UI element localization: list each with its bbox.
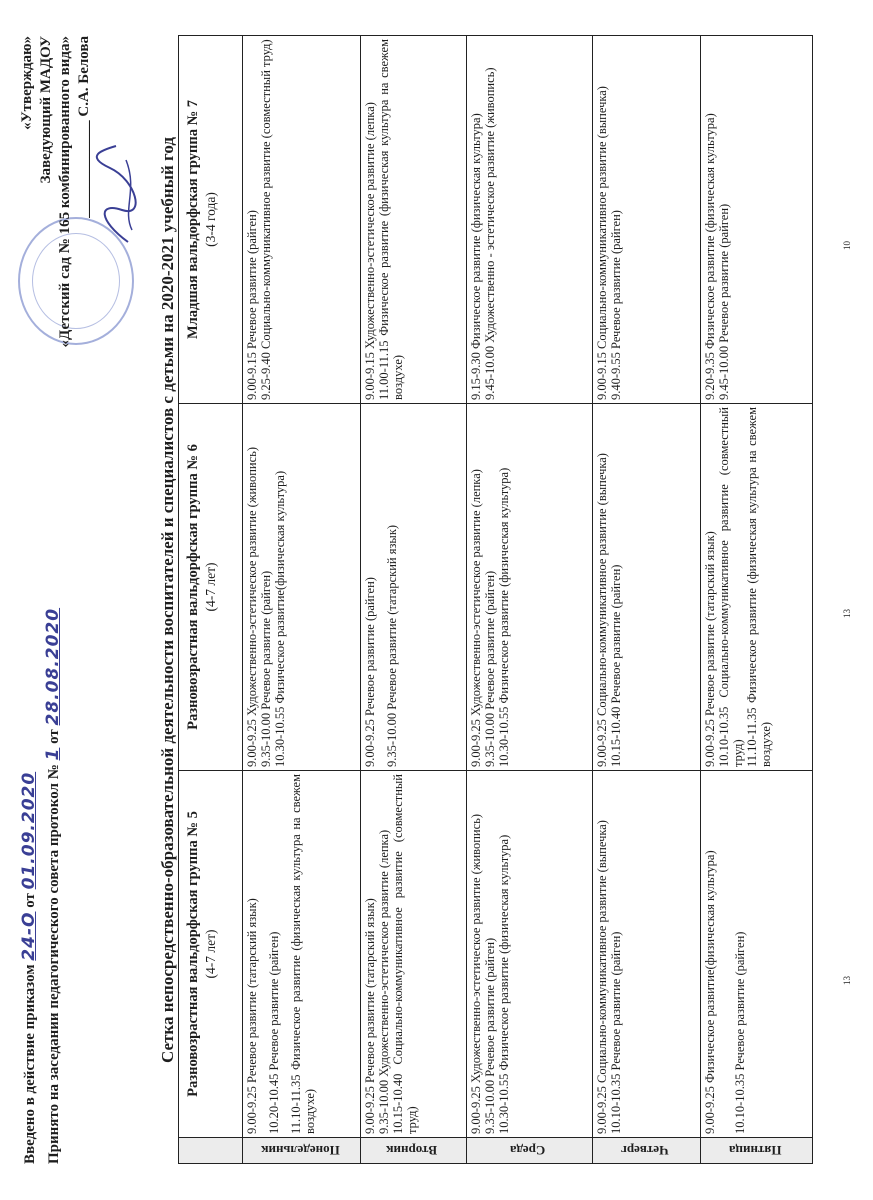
- session-entry: 10.30-10.55 Физическое развитие (физическая культура): [497, 467, 511, 767]
- order-number-handwritten: 24-О: [19, 911, 39, 961]
- session-entry: 10.15-10.40 Социально-коммуникативное развитие (совместный труд): [391, 774, 419, 1134]
- session-entry: 11.10-11.35 Физическое развитие (физическая культура на свежем воздухе): [289, 774, 317, 1134]
- session-entry: 9.00-9.25 Речевое развитие (татарский язык): [363, 898, 377, 1134]
- session-entry: 9.35-10.00 Речевое развитие (райген): [483, 937, 497, 1134]
- council-label: Принято на заседании педагогического совета протокол №: [46, 764, 62, 1164]
- total-group-6: 13: [842, 609, 852, 618]
- session-entry: 11.00-11.15 Физическое развитие (физическая культура на свежем воздухе): [377, 39, 405, 400]
- approval-line-1: «Утверждаю»: [19, 36, 35, 130]
- table-row: [701, 36, 813, 1164]
- schedule-cell-g5: [593, 771, 701, 1138]
- session-entry: 9.00-9.15 Художественно-эстетическое развитие (лепка): [363, 102, 377, 400]
- session-entry: 9.45-10.00 Художественно - эстетическое развитие (живопись): [483, 67, 497, 400]
- column-title: Разновозрастная вальдорфская группа № 5: [185, 811, 201, 1097]
- schedule-cell-g7: [701, 36, 813, 404]
- column-age: (4-7 лет): [203, 929, 218, 979]
- schedule-cell-g5: [701, 771, 813, 1138]
- table-header-row: [179, 36, 243, 1164]
- column-age: (4-7 лет): [203, 562, 218, 612]
- session-entry: 10.20-10.45 Речевое развитие (райген): [267, 931, 281, 1134]
- schedule-cell-g6: [593, 404, 701, 771]
- column-title: Младшая вальдорфская группа № 7: [185, 99, 201, 340]
- session-entry: 10.30-10.55 Физическое развитие(физическая культура): [273, 470, 287, 767]
- session-entry: 10.10-10.35 Социально-коммуникативное развитие (совместный труд): [717, 407, 745, 767]
- session-entry: 10.15-10.40 Речевое развитие (райген): [609, 564, 623, 767]
- day-cell: [701, 1138, 813, 1164]
- session-entry: 9.35-10.00 Речевое развитие (райген): [259, 570, 273, 767]
- session-entry: 9.00-9.15 Социально-коммуникативное развитие (выпечка): [595, 86, 609, 400]
- signature: [92, 140, 142, 250]
- session-entry: 11.10-11.35 Физическое развитие (физическая культура на свежем воздухе): [745, 407, 773, 767]
- protocol-number-handwritten: 1: [43, 747, 63, 761]
- schedule-cell-g6: [243, 404, 361, 771]
- spacer: [717, 774, 725, 1134]
- table-row: [243, 36, 361, 1164]
- table-row: [361, 36, 467, 1164]
- schedule-cell-g6: [467, 404, 593, 771]
- session-entry: 9.00-9.25 Художественно-эстетическое развитие (лепка): [469, 469, 483, 767]
- total-group-5: 13: [842, 976, 852, 985]
- council-line: [44, 608, 63, 1164]
- day-cell: [467, 1138, 593, 1164]
- order-date-handwritten: 01.09.2020: [19, 771, 39, 890]
- session-entry: 9.35-10.00 Художественно-эстетическое развитие (лепка): [377, 829, 391, 1134]
- header-corner-cell: [179, 1138, 243, 1164]
- column-header-group-5: [179, 771, 243, 1138]
- schedule-cell-g7: [361, 36, 467, 404]
- session-entry: 9.40-9.55 Речевое развитие (райген): [609, 210, 623, 400]
- council-from-label: от: [46, 729, 62, 744]
- day-label: Вторник: [386, 1143, 438, 1159]
- schedule-cell-g5: [243, 771, 361, 1138]
- day-cell: [243, 1138, 361, 1164]
- session-entry: 9.45-10.00 Речевое развитие (райген): [717, 203, 731, 400]
- spacer: [259, 774, 267, 1134]
- day-cell: [361, 1138, 467, 1164]
- session-entry: 9.00-9.25 Социально-коммуникативное развитие (выпечка): [595, 453, 609, 767]
- approval-line-3: «Детский сад № 165 комбинированного вида»: [57, 36, 73, 348]
- spacer: [725, 774, 733, 1134]
- schedule-cell-g6: [701, 404, 813, 771]
- day-cell: [593, 1138, 701, 1164]
- approval-line-2: Заведующий МАДОУ: [38, 36, 54, 184]
- session-entry: 9.00-9.25 Физическое развитие(физическая культура): [703, 850, 717, 1134]
- schedule-cell-g5: [361, 771, 467, 1138]
- session-entry: 10.10-10.35 Речевое развитие (райген): [609, 931, 623, 1134]
- table-row: [467, 36, 593, 1164]
- schedule-table: [178, 35, 813, 1164]
- order-line: [20, 772, 39, 1164]
- schedule-cell-g7: [467, 36, 593, 404]
- day-label: Четверг: [621, 1143, 669, 1159]
- spacer: [281, 774, 289, 1134]
- day-label: Пятница: [728, 1143, 782, 1159]
- session-entry: 9.15-9.30 Физическое развитие (физическая культура): [469, 113, 483, 400]
- total-group-7: 10: [842, 241, 852, 250]
- approval-block: [18, 36, 94, 347]
- session-entry: 9.35-10.00 Речевое развитие (райген): [483, 570, 497, 767]
- column-age: (3-4 года): [203, 192, 218, 247]
- schedule-cell-g6: [361, 404, 467, 771]
- table-body: [243, 36, 813, 1164]
- column-header-group-6: [179, 404, 243, 771]
- session-entry: 9.25-9.40 Социально-коммуникативное развитие (совместный труд): [259, 39, 273, 400]
- session-entry: 9.00-9.25 Художественно-эстетическое развитие (живопись): [245, 446, 259, 767]
- session-entry: 9.00-9.25 Речевое развитие (татарский язык): [703, 531, 717, 767]
- day-label: Среда: [510, 1143, 546, 1159]
- column-header-group-7: [179, 36, 243, 404]
- session-entry: 9.00-9.25 Художественно-эстетическое развитие (живопись): [469, 813, 483, 1134]
- session-entry: 10.10-10.35 Речевое развитие (райген): [733, 931, 747, 1134]
- session-entry: 9.00-9.15 Речевое развитие (райген): [245, 210, 259, 400]
- order-from-label: от: [22, 893, 38, 908]
- day-label: Понедельник: [260, 1143, 340, 1159]
- table-row: [593, 36, 701, 1164]
- page-title: Сетка непосредственно-образовательной деятельности воспитателей и специалистов с детьми на 2020-2021 учебный год: [158, 137, 177, 1063]
- schedule-cell-g5: [467, 771, 593, 1138]
- session-entry: 10.30-10.55 Физическое развитие (физическая культура): [497, 834, 511, 1134]
- session-entry: 9.00-9.25 Социально-коммуникативное развитие (выпечка): [595, 820, 609, 1134]
- session-entry: 9.20-9.35 Физическое развитие (физическая культура): [703, 113, 717, 400]
- session-entry: 9.35-10.00 Речевое развитие (татарский язык): [385, 524, 399, 767]
- column-title: Разновозрастная вальдорфская группа № 6: [185, 444, 201, 730]
- session-entry: 9.00-9.25 Речевое развитие (татарский язык): [245, 898, 259, 1134]
- spacer: [377, 407, 385, 767]
- schedule-cell-g7: [243, 36, 361, 404]
- approval-line-4: _____________ С.А. Белова: [76, 36, 92, 218]
- council-date-handwritten: 28.08.2020: [43, 607, 63, 726]
- schedule-cell-g7: [593, 36, 701, 404]
- order-label: Введено в действие приказом: [22, 964, 38, 1164]
- session-entry: 9.00-9.25 Речевое развитие (райген): [363, 577, 377, 767]
